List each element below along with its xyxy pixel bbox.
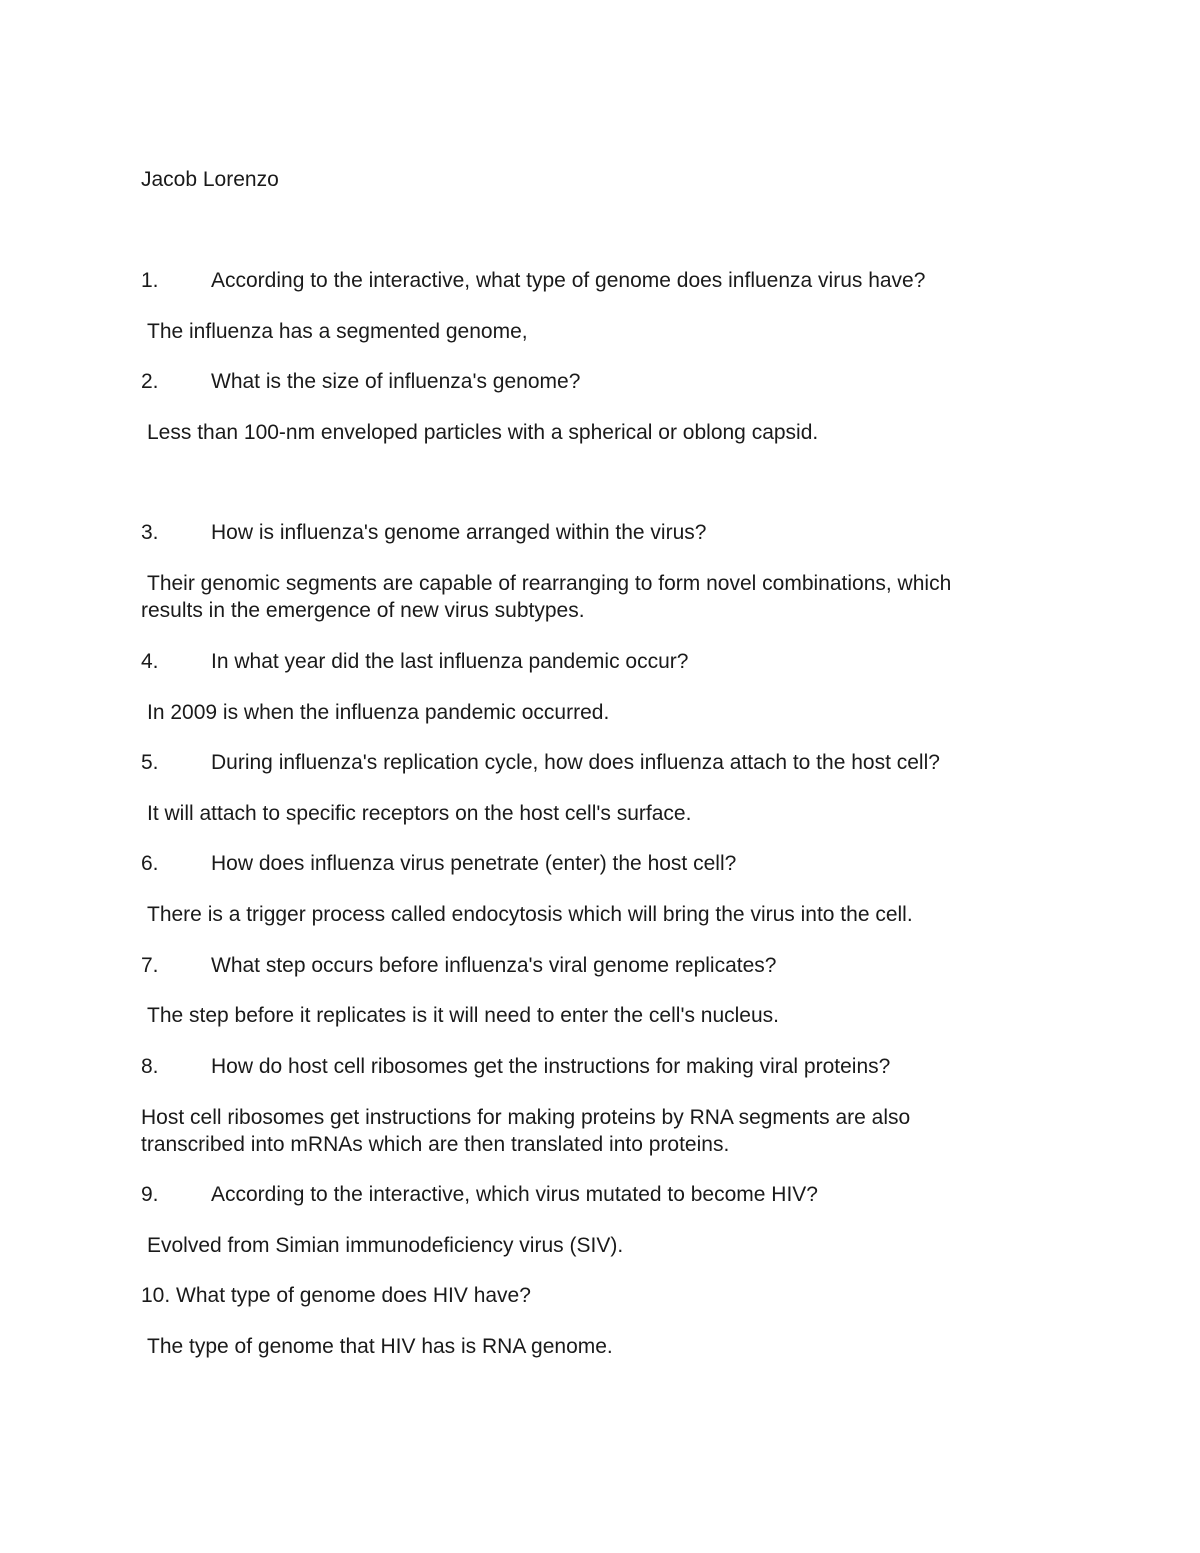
answer-7: The step before it replicates is it will need to enter the cell's nucleus. <box>147 1004 779 1027</box>
question-text: What step occurs before influenza's viral genome replicates? <box>211 954 777 977</box>
question-8 <box>141 1053 890 1080</box>
question-1 <box>141 267 925 294</box>
answer-8-line-1: Host cell ribosomes get instructions for making proteins by RNA segments are also <box>141 1106 911 1129</box>
author-name: Jacob Lorenzo <box>141 168 279 191</box>
question-text: How does influenza virus penetrate (enter) the host cell? <box>211 852 737 875</box>
answer-8-line-2: transcribed into mRNAs which are then translated into proteins. <box>141 1133 730 1156</box>
question-5 <box>141 749 940 776</box>
question-4 <box>141 648 688 675</box>
answer-5: It will attach to specific receptors on the host cell's surface. <box>147 802 692 825</box>
question-6 <box>141 850 736 877</box>
question-2 <box>141 368 580 395</box>
question-number: 1. <box>141 269 159 292</box>
question-number: 7. <box>141 954 159 977</box>
question-text: How is influenza's genome arranged within the virus? <box>211 521 707 544</box>
question-3 <box>141 519 706 546</box>
question-number: 6. <box>141 852 159 875</box>
question-9 <box>141 1181 818 1208</box>
answer-1: The influenza has a segmented genome, <box>147 320 528 343</box>
answer-2: Less than 100-nm enveloped particles with a spherical or oblong capsid. <box>147 421 819 444</box>
question-text: According to the interactive, what type of genome does influenza virus have? <box>211 269 926 292</box>
question-7 <box>141 952 776 979</box>
answer-3-line-1: Their genomic segments are capable of rearranging to form novel combinations, which <box>147 572 952 595</box>
answer-4: In 2009 is when the influenza pandemic occurred. <box>147 701 610 724</box>
question-text: In what year did the last influenza pandemic occur? <box>211 650 689 673</box>
answer-3-line-2: results in the emergence of new virus subtypes. <box>141 599 585 622</box>
question-number: 4. <box>141 650 159 673</box>
question-10: 10. What type of genome does HIV have? <box>141 1284 531 1307</box>
answer-10: The type of genome that HIV has is RNA genome. <box>147 1335 613 1358</box>
answer-6: There is a trigger process called endocytosis which will bring the virus into the cell. <box>147 903 913 926</box>
question-number: 2. <box>141 370 159 393</box>
question-text: What is the size of influenza's genome? <box>211 370 581 393</box>
answer-9: Evolved from Simian immunodeficiency virus (SIV). <box>147 1234 624 1257</box>
question-number: 3. <box>141 521 159 544</box>
question-text: How do host cell ribosomes get the instructions for making viral proteins? <box>211 1055 891 1078</box>
question-text: According to the interactive, which virus mutated to become HIV? <box>211 1183 818 1206</box>
question-number: 5. <box>141 751 159 774</box>
question-number: 8. <box>141 1055 159 1078</box>
question-number: 9. <box>141 1183 159 1206</box>
question-text: During influenza's replication cycle, how does influenza attach to the host cell? <box>211 751 940 774</box>
